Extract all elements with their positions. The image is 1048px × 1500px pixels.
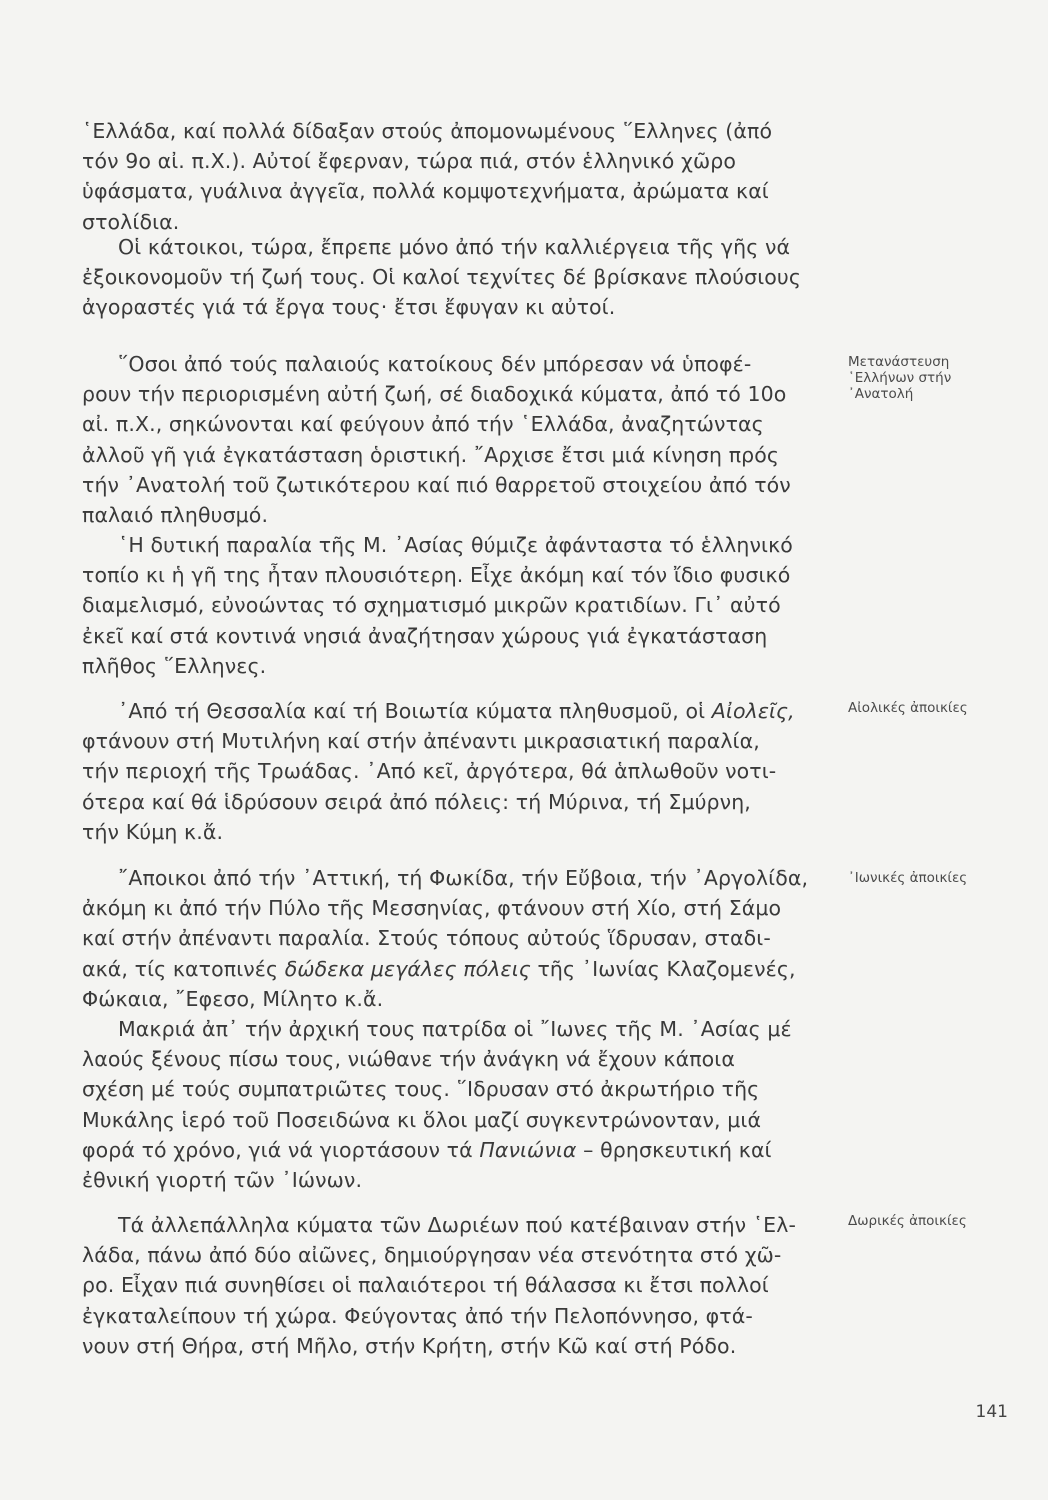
text-segment: φορά τό χρόνο, γιά νά γιορτάσουν τά [82, 1137, 473, 1162]
text-segment: – θρησκευτική καί [583, 1137, 772, 1162]
text-line: φτάνουν στή Μυτιλήνη καί στήν ἀπέναντι μικρασιατική παραλία, [82, 729, 760, 754]
text-line: ῎Αποικοι ἀπό τήν ᾿Αττική, τή Φωκίδα, τήν Εὔβοια, τήν ᾿Αργολίδα, [118, 866, 809, 890]
text-line: αἰ. π.Χ., σηκώνονται καί φεύγουν ἀπό τήν ῾Ελλάδα, ἀναζητώντας [82, 412, 764, 437]
text-line: τοπίο κι ἡ γῆ της ἦταν πλουσιότερη. Εἶχε ἀκόμη καί τόν ἴδιο φυσικό [82, 563, 791, 588]
text-line: καί στήν ἀπέναντι παραλία. Στούς τόπους αὐτούς ἵδρυσαν, σταδι- [82, 926, 771, 951]
text-line: λάδα, πάνω ἀπό δύο αἰῶνες, δημιούργησαν νέα στενότητα στό χῶ- [82, 1243, 782, 1268]
paragraph-3 [82, 349, 834, 530]
emphasis-term: Αἰολεῖς, [711, 699, 795, 723]
text-line: Φώκαια, ῎Εφεσο, Μίλητο κ.ἄ. [82, 986, 384, 1011]
text-line: ῾Ελλάδα, καί πολλά δίδαξαν στούς ἀπομονωμένους ῞Ελληνες (ἀπό [82, 119, 773, 143]
emphasis-term: Πανιώνια [479, 1137, 577, 1162]
text-line: ῾Η δυτική παραλία τῆς Μ. ᾿Ασίας θύμιζε ἀφάνταστα τό ἑλληνικό [118, 533, 793, 557]
paragraph-7 [82, 1014, 834, 1195]
text-line [82, 1135, 834, 1165]
side-note-migration [848, 354, 1018, 402]
text-line: τήν Κύμη κ.ἄ. [82, 819, 224, 844]
text-line: διαμελισμό, εὐνοώντας τό σχηματισμό μικρῶν κρατιδίων. Γι᾿ αὐτό [82, 593, 781, 618]
text-line: Τά ἀλλεπάλληλα κύματα τῶν Δωριέων πού κατέβαιναν στήν ῾Ελ- [118, 1213, 796, 1237]
paragraph-1 [82, 116, 834, 237]
text-line: Μυκάλης ἱερό τοῦ Ποσειδώνα κι ὅλοι μαζί συγκεντρώνονταν, μιά [82, 1107, 762, 1132]
side-note-line: Μετανάστευση [848, 354, 950, 370]
text-line: ρουν τήν περιορισμένη αὐτή ζωή, σέ διαδοχικά κύματα, ἀπό τό 10ο [82, 382, 787, 407]
text-line: παλαιό πληθυσμό. [82, 503, 269, 528]
paragraph-6 [82, 863, 834, 1014]
paragraph-5 [82, 696, 834, 847]
text-segment: ακά, τίς κατοπινές [82, 956, 279, 981]
text-line: Οἱ κάτοικοι, τώρα, ἔπρεπε μόνο ἀπό τήν καλλιέργεια τῆς γῆς νά [118, 235, 791, 259]
paragraph-4 [82, 530, 834, 681]
text-line: ἀγοραστές γιά τά ἔργα τους· ἔτσι ἔφυγαν κι αὐτοί. [82, 295, 616, 320]
text-line: σχέση μέ τούς συμπατριῶτες τους. ῞Ιδρυσαν στό ἀκρωτήριο τῆς [82, 1077, 760, 1102]
emphasis-term: δώδεκα μεγάλες πόλεις [284, 956, 531, 981]
text-line: ἀκόμη κι ἀπό τήν Πύλο τῆς Μεσσηνίας, φτάνουν στή Χίο, στή Σάμο [82, 896, 782, 921]
text-line [82, 696, 834, 726]
page-number: 141 [975, 1402, 1008, 1422]
text-line: ἐξοικονομοῦν τή ζωή τους. Οἱ καλοί τεχνίτες δέ βρίσκανε πλούσιους [82, 265, 801, 290]
text-line: ἐγκαταλείπουν τή χώρα. Φεύγοντας ἀπό τήν Πελοπόννησο, φτά- [82, 1303, 753, 1328]
text-line: τόν 9ο αἰ. π.Χ.). Αὐτοί ἔφερναν, τώρα πιά, στόν ἑλληνικό χῶρο [82, 149, 737, 174]
side-note-ionian: ᾿Ιωνικές ἀποικίες [848, 870, 968, 886]
paragraph-2 [82, 232, 834, 323]
text-line: λαούς ξένους πίσω τους, νιώθανε τήν ἀνάγκη νά ἔχουν κάποια [82, 1047, 735, 1072]
text-line: ρο. Εἶχαν πιά συνηθίσει οἱ παλαιότεροι τή θάλασσα κι ἔτσι πολλοί [82, 1273, 769, 1298]
side-note-line: ᾿Ανατολή [848, 386, 914, 402]
text-line: ἐκεῖ καί στά κοντινά νησιά ἀναζήτησαν χώρους γιά ἐγκατάσταση [82, 623, 768, 648]
side-note-aeolian: Αἰολικές ἀποικίες [848, 700, 968, 716]
text-line: Μακριά ἀπ᾿ τήν ἀρχική τους πατρίδα οἱ ῎Ιωνες τῆς Μ. ᾿Ασίας μέ [118, 1017, 792, 1041]
text-line: πλῆθος ῞Ελληνες. [82, 653, 267, 678]
text-line: ὑφάσματα, γυάλινα ἀγγεῖα, πολλά κομψοτεχνήματα, ἀρώματα καί [82, 179, 769, 204]
text-line: τήν περιοχή τῆς Τρωάδας. ᾿Από κεῖ, ἀργότερα, θά ἁπλωθοῦν νοτι- [82, 759, 777, 784]
paragraph-8 [82, 1210, 834, 1361]
text-segment: τῆς ᾿Ιωνίας Κλαζομενές, [537, 956, 796, 981]
text-line: νουν στή Θήρα, στή Μῆλο, στήν Κρήτη, στήν Κῶ καί στή Ρόδο. [82, 1333, 737, 1358]
side-note-dorian: Δωρικές ἀποικίες [848, 1213, 967, 1229]
text-line [82, 954, 834, 984]
text-line: ότερα καί θά ἱδρύσουν σειρά ἀπό πόλεις: τή Μύρινα, τή Σμύρνη, [82, 789, 751, 814]
text-line: ἐθνική γιορτή τῶν ᾿Ιώνων. [82, 1168, 363, 1193]
text-line: στολίδια. [82, 209, 180, 234]
text-line: ῞Οσοι ἀπό τούς παλαιούς κατοίκους δέν μπόρεσαν νά ὑποφέ- [118, 352, 752, 376]
text-line: ἀλλοῦ γῆ γιά ἐγκατάσταση ὁριστική. ῎Αρχισε ἔτσι μιά κίνηση πρός [82, 442, 780, 467]
text-segment: ᾿Από τή Θεσσαλία καί τή Βοιωτία κύματα πληθυσμοῦ, οἱ [118, 699, 706, 723]
side-note-line: ῾Ελλήνων στήν [848, 370, 952, 386]
text-line: τήν ᾿Ανατολή τοῦ ζωτικότερου καί πιό θαρρετοῦ στοιχείου ἀπό τόν [82, 472, 791, 497]
